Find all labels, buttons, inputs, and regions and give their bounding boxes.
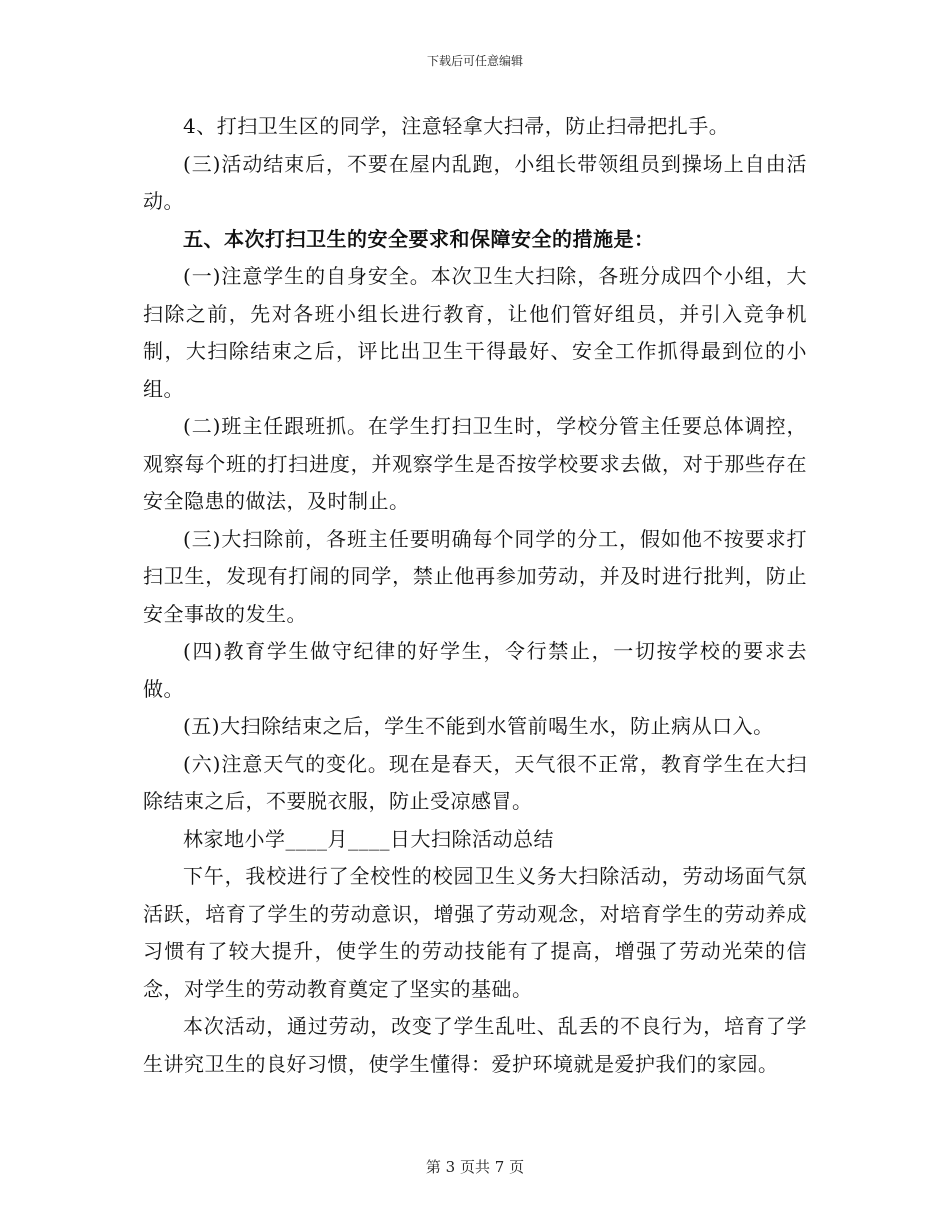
paragraph: 下午，我校进行了全校性的校园卫生义务大扫除活动，劳动场面气氛活跃，培育了学生的劳动意识，增强了劳动观念，对培育学生的劳动养成习惯有了较大提升，使学生的劳动技能有了提高，增强了劳动光荣的信念，对学生的劳动教育奠定了坚实的基础。: [143, 864, 807, 1001]
paragraph: (三)大扫除前，各班主任要明确每个同学的分工，假如他不按要求打扫卫生，发现有打闹的同学，禁止他再参加劳动，并及时进行批判，防止安全事故的发生。: [143, 526, 807, 626]
paragraph: (三)活动结束后，不要在屋内乱跑，小组长带领组员到操场上自由活动。: [143, 151, 807, 213]
document-body: [143, 108, 807, 1083]
paragraph: (五)大扫除结束之后，学生不能到水管前喝生水，防止病从口入。: [183, 714, 774, 738]
section-heading: 五、本次打扫卫生的安全要求和保障安全的措施是：: [183, 226, 655, 251]
paragraph: (一)注意学生的自身安全。本次卫生大扫除，各班分成四个小组，大扫除之前，先对各班小组长进行教育，让他们管好组员，并引入竞争机制，大扫除结束之后，评比出卫生干得最好、安全工作抓得最到位的小组。: [143, 264, 807, 401]
page-header: 下载后可任意编辑: [426, 54, 523, 68]
paragraph: 4、打扫卫生区的同学，注意轻拿大扫帚，防止扫帚把扎手。: [183, 114, 730, 138]
summary-title: 林家地小学____月____日大扫除活动总结: [183, 826, 554, 851]
paragraph: (六)注意天气的变化。现在是春天，天气很不正常，教育学生在大扫除结束之后，不要脱衣服，防止受凉感冒。: [143, 751, 807, 813]
page-number: 第 3 页共 7 页: [425, 1158, 525, 1176]
paragraph: (四)教育学生做守纪律的好学生，令行禁止，一切按学校的要求去做。: [143, 639, 807, 701]
paragraph: 本次活动，通过劳动，改变了学生乱吐、乱丢的不良行为，培育了学生讲究卫生的良好习惯，使学生懂得：爱护环境就是爱护我们的家园。: [143, 1014, 807, 1076]
paragraph: (二)班主任跟班抓。在学生打扫卫生时，学校分管主任要总体调控，观察每个班的打扫进度，并观察学生是否按学校要求去做，对于那些存在安全隐患的做法，及时制止。: [143, 414, 807, 513]
